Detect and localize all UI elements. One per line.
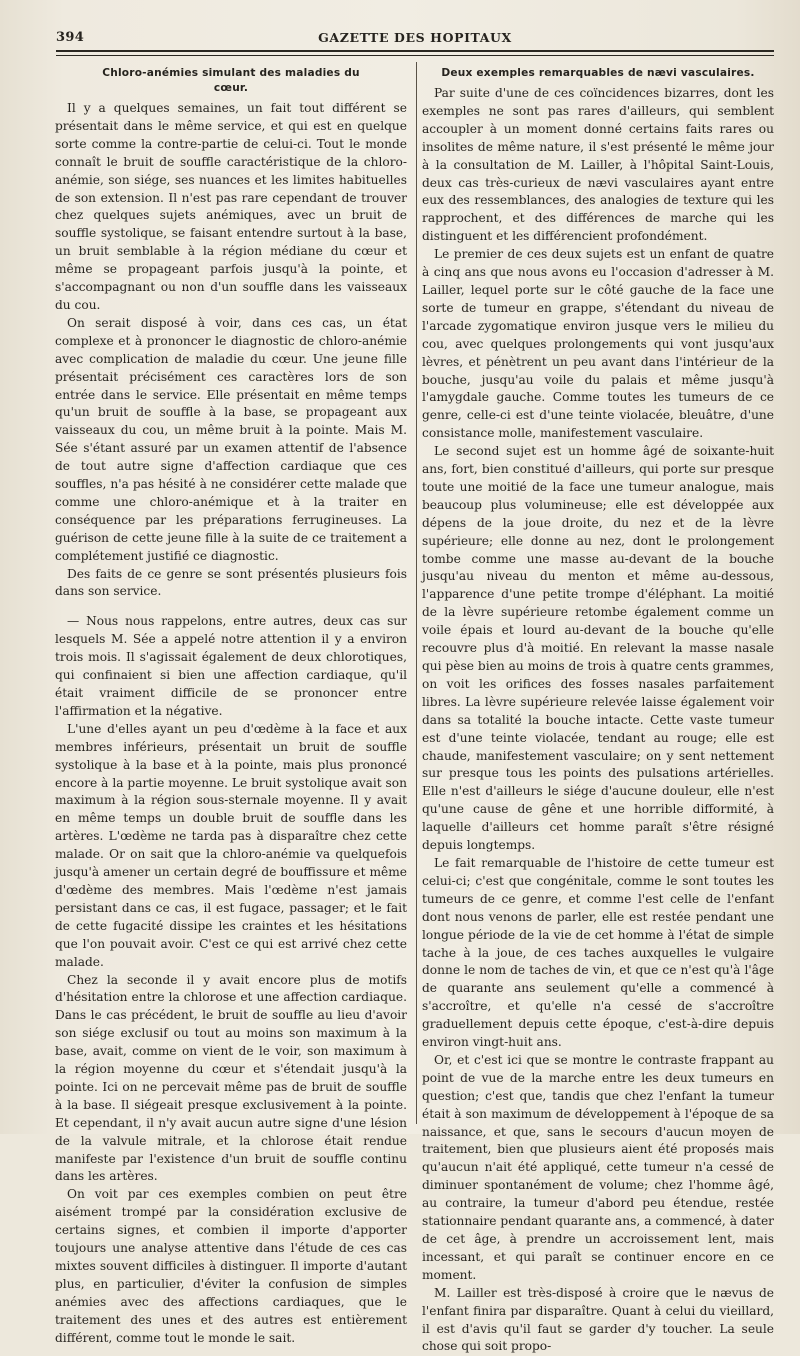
- paragraph: — Nous nous rappelons, entre autres, deux cas sur lesquels M. Sée a appelé notre attention il y a environ trois mois. Il s'agissait également de deux chlorotiques, qui confinaient si bien une affection cardiaque, qu'il était vraiment difficile de se prononcer entre l'affirmation et la négative.: [55, 614, 407, 718]
- paragraph: L'une d'elles ayant un peu d'œdème à la face et aux membres inférieurs, présentait un bruit de souffle systolique à la base et à la pointe, mais plus prononcé encore à la partie moyenne. Le bruit systolique avait son maximum à la région sous-sternale moyenne. Il y avait en même temps un double bruit de souffle dans les artères. L'œdème ne tarda pas à disparaître chez cette malade. Or on sait que la chloro-anémie va quelquefois jusqu'à amener un certain degré de bouffissure et même d'œdème des membres. Mais l'œdème n'est jamais persistant dans ce cas, il est fugace, passager; et le fait de cette fugacité dissipe les craintes et les hésitations que l'on pouvait avoir. C'est ce qui est arrivé chez cette malade.: [55, 721, 407, 969]
- paragraph: Le second sujet est un homme âgé de soixante-huit ans, fort, bien constitué d'ailleurs, qui porte sur presque toute une moitié de la face une tumeur analogue, mais beaucoup plus volumineuse; elle est développée aux dépens de la joue droite, du nez et de la lèvre supérieure; elle donne au nez, dont le prolongement tombe comme une masse au-devant de la bouche jusqu'au niveau du menton et même au-dessous, l'apparence d'une petite trompe d'éléphant. La moitié de la lèvre supérieure retombe également comme un voile épais et lourd au-devant de la bouche qu'elle recouvre plus d'à moitié. En relevant la masse nasale qui pèse bien au moins de trois à quatre cents grammes, on voit les orifices des fosses nasales parfaitement libres. La lèvre supérieure relevée laisse également voir dans sa totalité la bouche intacte. Cette vaste tumeur est d'une teinte violacée, tendant au rouge; elle est chaude, manifestement vasculaire; on y sent nettement sur presque tous les points des pulsations artérielles. Elle n'est d'ailleurs le siége d'aucune douleur, elle n'est qu'une cause de gêne et une horrible difformité, à laquelle d'ailleurs cet homme paraît s'être résigné depuis longtemps.: [422, 444, 774, 853]
- section-break: [55, 601, 407, 613]
- header-rule-thick: [56, 50, 774, 52]
- paragraph: On serait disposé à voir, dans ces cas, un état complexe et à prononcer le diagnostic de chloro-anémie avec complication de maladie du cœur. Une jeune fille présentait précisément ces caractères lors de son entrée dans le service. Elle présentait en même temps qu'un bruit de souffle à la base, se propageant aux vaisseaux du cou, un même bruit à la pointe. Mais M. Sée s'étant assuré par un examen attentif de l'absence de tout autre signe d'affection cardiaque que ces souffles, n'a pas hésité à ne considérer cette malade que comme une chloro-anémique et à la traiter en conséquence par les préparations ferrugineuses. La guérison de cette jeune fille à la suite de ce traitement a complétement justifié ce diagnostic.: [55, 315, 407, 563]
- page-number: 394: [56, 30, 85, 45]
- right-column: [422, 66, 774, 1356]
- paragraph: Le premier de ces deux sujets est un enfant de quatre à cinq ans que nous avons eu l'occasion d'adresser à M. Lailler, lequel porte sur le côté gauche de la face une sorte de tumeur en grappe, s'étendant du niveau de l'arcade zygomatique environ jusque vers le milieu du cou, avec quelques prolongements qui vont jusqu'aux lèvres, et pénètrent un peu avant dans l'intérieur de la bouche, jusqu'au voile du palais et même jusqu'à l'amygdale gauche. Comme toutes les tumeurs de ce genre, celle-ci est d'une teinte violacée, bleuâtre, d'une consistance molle, manifestement vasculaire.: [422, 247, 774, 441]
- article-heading-chloro-anemies: Chloro-anémies simulant des maladies du cœur.: [102, 67, 360, 94]
- header-rule-thin: [56, 55, 774, 56]
- left-column: [55, 66, 407, 1348]
- paragraph: Des faits de ce genre se sont présentés plusieurs fois dans son service.: [55, 566, 407, 599]
- paragraph: Chez la seconde il y avait encore plus de motifs d'hésitation entre la chlorose et une affection cardiaque. Dans le cas précédent, le bruit de souffle au lieu d'avoir son siége exclusif ou tout au moins son maximum à la base, avait, comme on vient de le voir, son maximum à la région moyenne du cœur et s'étendait jusqu'à la pointe. Ici on ne percevait même pas de bruit de souffle à la base. Il siégeait presque exclusivement à la pointe. Et cependant, il n'y avait aucun autre signe d'une lésion de la valvule mitrale, et la chlorose était rendue manifeste par l'existence d'un bruit de souffle continu dans les artères.: [55, 972, 407, 1184]
- paragraph: Par suite d'une de ces coïncidences bizarres, dont les exemples ne sont pas rares d'ailleurs, qui semblent accoupler à un moment donné certains faits rares ou insolites de même nature, il s'est présenté le même jour à la consultation de M. Lailler, à l'hôpital Saint-Louis, deux cas très-curieux de nævi vasculaires ayant entre eux des ressemblances, des analogies de texture qui les rapprochent, et des différences de marche qui les distinguent et les différencient profondément.: [422, 86, 774, 244]
- article-heading-naevi-vasculaires: Deux exemples remarquables de nævi vasculaires.: [441, 67, 755, 79]
- column-divider: [416, 62, 417, 1124]
- paragraph: Or, et c'est ici que se montre le contraste frappant au point de vue de la marche entre les deux tumeurs en question; c'est que, tandis que chez l'enfant la tumeur était à son maximum de développement à l'époque de sa naissance, et que, sans le secours d'aucun moyen de traitement, bien que plusieurs aient été proposés mais qu'aucun n'ait été appliqué, cette tumeur n'a cessé de diminuer spontanément de volume; chez l'homme âgé, au contraire, la tumeur d'abord peu étendue, restée stationnaire pendant quarante ans, a commencé, à dater de cet âge, à prendre un accroissement lent, mais incessant, et qui paraît se continuer encore en ce moment.: [422, 1052, 774, 1282]
- paragraph: On voit par ces exemples combien on peut être aisément trompé par la considération exclusive de certains signes, et combien il importe d'apporter toujours une analyse attentive dans l'étude de ces cas mixtes souvent difficiles à distinguer. Il importe d'autant plus, en particulier, d'éviter la confusion de simples anémies avec des affections cardiaques, que le traitement des unes et des autres est entièrement différent, comme tout le monde le sait.: [55, 1187, 407, 1345]
- page-header: [56, 30, 774, 52]
- paragraph: Le fait remarquable de l'histoire de cette tumeur est celui-ci; c'est que congénitale, comme le sont toutes les tumeurs de ce genre, et comme l'est celle de l'enfant dont nous venons de parler, elle est restée pendant une longue période de la vie de cet homme à l'état de simple tache à la joue, de ces taches auxquelles le vulgaire donne le nom de taches de vin, et que ce n'est qu'à l'âge de quarante ans seulement qu'elle a commencé à s'accroître, et qu'elle n'a cessé de s'accroître graduellement depuis cette époque, c'est-à-dire depuis environ vingt-huit ans.: [422, 855, 774, 1050]
- journal-title: GAZETTE DES HOPITAUX: [318, 30, 512, 45]
- paragraph: M. Lailler est très-disposé à croire que le nævus de l'enfant finira par disparaître. Quant à celui du vieillard, il est d'avis qu'il faut se garder d'y toucher. La seule chose qui soit propo-: [422, 1285, 774, 1354]
- paragraph: Il y a quelques semaines, un fait tout différent se présentait dans le même service, et qui est en quelque sorte comme la contre-partie de celui-ci. Tout le monde connaît le bruit de souffle caractéristique de la chloro-anémie, son siége, ses nuances et les limites habituelles de son extension. Il n'est pas rare cependant de trouver chez quelques sujets anémiques, avec un bruit de souffle systolique, se faisant entendre surtout à la base, un bruit semblable à la région médiane du cœur et même se propageant parfois jusqu'à la pointe, et s'accompagnant ou non d'un souffle dans les vaisseaux du cou.: [55, 101, 407, 312]
